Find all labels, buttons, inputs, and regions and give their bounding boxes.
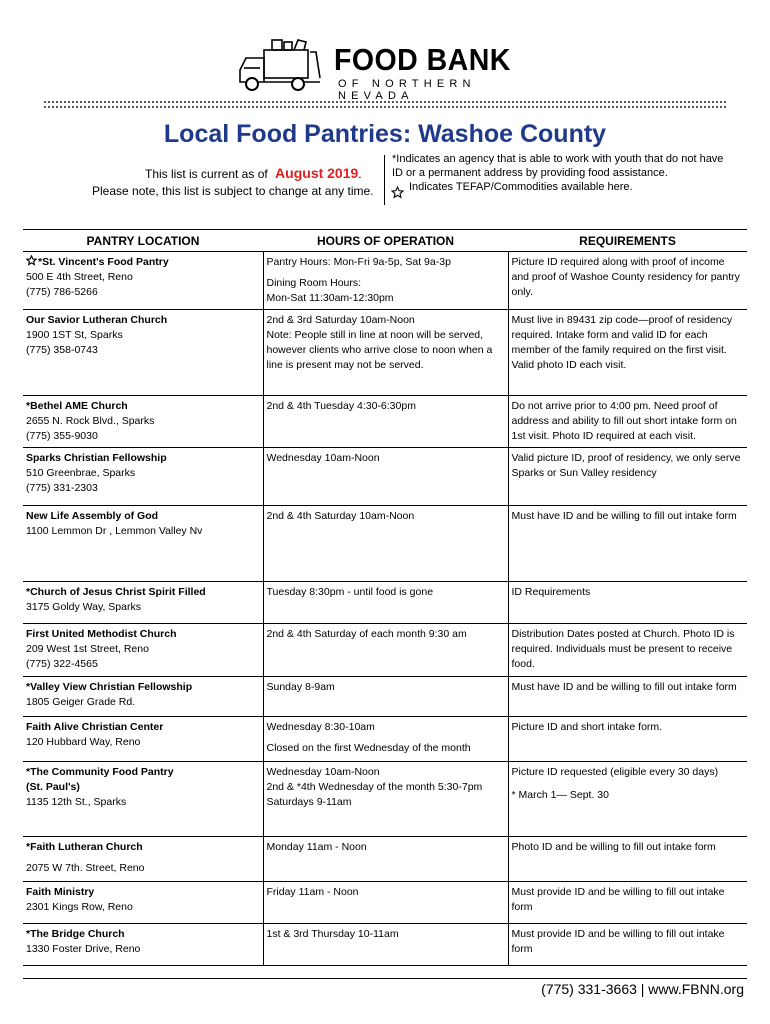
pantry-phone: (775) 322-4565 [26,658,98,670]
requirements: Must live in 89431 zip code—proof of residency required. Intake form and valid ID for each member of the family required on the first visit. Valid photo ID each visit. [508,310,747,396]
table-row [23,396,747,448]
hours-of-operation: Wednesday 8:30-10am Closed on the first Wednesday of the month [263,717,508,762]
pantry-name: New Life Assembly of God [26,510,159,522]
pantry-address: 3175 Goldy Way, Sparks [26,601,141,613]
pantry-address: 120 Hubbard Way, Reno [26,736,141,748]
hours-of-operation: 1st & 3rd Thursday 10-11am [263,924,508,966]
column-header: HOURS OF OPERATION [263,230,508,252]
table-row [23,582,747,624]
divider [44,101,726,103]
truck-icon [236,38,332,94]
food-bank-logo [236,38,556,102]
pantry-location [23,677,263,717]
table-row [23,882,747,924]
requirements: Do not arrive prior to 4:00 pm. Need proof of address and ability to fill out short intake form on 1st visit. Photo ID required at each visit. [508,396,747,448]
pantry-location [23,310,263,396]
hours-of-operation: 2nd & 3rd Saturday 10am-Noon Note: People still in line at noon will be served, however clients who arrive close to noon when a line is present may not be served. [263,310,508,396]
pantry-name: *Church of Jesus Christ Spirit Filled [26,586,206,598]
pantry-name: *Valley View Christian Fellowship [26,681,193,693]
pantry-address: 1330 Foster Drive, Reno [26,943,141,955]
table-row [23,448,747,506]
change-note: Please note, this list is subject to change at any time. [92,184,374,198]
hours-of-operation: Friday 11am - Noon [263,882,508,924]
pantry-name: *The Bridge Church [26,928,125,940]
pantry-name: First United Methodist Church [26,628,177,640]
requirements: ID Requirements [508,582,747,624]
footer-contact: (775) 331-3663 | www.FBNN.org [541,981,744,997]
pantry-name: Faith Ministry [26,886,95,898]
hours-of-operation: Wednesday 10am-Noon [263,448,508,506]
pantry-phone: (775) 331-2303 [26,482,98,494]
pantry-location [23,582,263,624]
divider [384,155,385,205]
pantry-phone: (775) 355-9030 [26,430,98,442]
star-icon [26,255,37,266]
table-row [23,924,747,966]
requirements: Must provide ID and be willing to fill out intake form [508,924,747,966]
pantry-name: Sparks Christian Fellowship [26,452,167,464]
pantry-name: Faith Alive Christian Center [26,721,164,733]
pantry-address: 2075 W 7th. Street, Reno [26,862,145,874]
pantry-location [23,252,263,310]
requirements: Valid picture ID, proof of residency, we only serve Sparks or Sun Valley residency [508,448,747,506]
column-header: REQUIREMENTS [508,230,747,252]
pantry-name: Our Savior Lutheran Church [26,314,168,326]
logo-title: FOOD BANK [334,42,511,77]
table-row [23,310,747,396]
pantry-address: 1900 1ST St, Sparks [26,329,123,341]
pantry-location [23,882,263,924]
pantry-location [23,717,263,762]
current-as-of: This list is current as of August 2019. [145,165,362,181]
pantry-table [23,229,747,966]
pantry-location [23,624,263,677]
pantry-address: 2301 Kings Row, Reno [26,901,133,913]
hours-of-operation: 2nd & 4th Saturday 10am-Noon [263,506,508,582]
pantry-address: 1135 12th St., Sparks [26,796,127,808]
star-icon [391,186,404,199]
pantry-name: *The Community Food Pantry (St. Paul's) [26,766,174,793]
pantry-location [23,924,263,966]
hours-of-operation: Sunday 8-9am [263,677,508,717]
current-month: August 2019 [275,165,359,181]
pantry-address: 1805 Geiger Grade Rd. [26,696,136,708]
pantry-address: 500 E 4th Street, Reno [26,271,133,283]
requirements: Photo ID and be willing to fill out intake form [508,837,747,882]
page-title: Local Food Pantries: Washoe County [163,120,607,148]
pantry-address: 510 Greenbrae, Sparks [26,467,136,479]
hours-of-operation: Wednesday 10am-Noon 2nd & *4th Wednesday of the month 5:30-7pm Saturdays 9-11am [263,762,508,837]
hours-of-operation: Pantry Hours: Mon-Fri 9a-5p, Sat 9a-3p Dining Room Hours: Mon-Sat 11:30am-12:30pm [263,252,508,310]
pantry-address: 209 West 1st Street, Reno [26,643,149,655]
table-row [23,677,747,717]
pantry-location [23,762,263,837]
pantry-name: *St. Vincent's Food Pantry [38,256,169,268]
requirements: Must have ID and be willing to fill out intake form [508,506,747,582]
table-row [23,506,747,582]
requirements: Distribution Dates posted at Church. Photo ID is required. Individuals must be present to receive food. [508,624,747,677]
hours-of-operation: 2nd & 4th Tuesday 4:30-6:30pm [263,396,508,448]
table-row [23,624,747,677]
requirements: Picture ID and short intake form. [508,717,747,762]
tefap-note: Indicates TEFAP/Commodities available here. [409,181,633,193]
pantry-name: *Bethel AME Church [26,400,128,412]
pantry-phone: (775) 786-5266 [26,286,98,298]
table-row [23,252,747,310]
column-header: PANTRY LOCATION [23,230,263,252]
pantry-phone: (775) 358-0743 [26,344,98,356]
pantry-location [23,837,263,882]
hours-of-operation: Monday 11am - Noon [263,837,508,882]
pantry-address: 2655 N. Rock Blvd., Sparks [26,415,155,427]
pantry-name: *Faith Lutheran Church [26,841,143,853]
pantry-location [23,396,263,448]
requirements: Must provide ID and be willing to fill out intake form [508,882,747,924]
divider [44,106,726,108]
logo-subtitle: OF NORTHERN NEVADA [338,78,476,102]
pantry-location [23,506,263,582]
youth-note: *Indicates an agency that is able to work with youth that do not have ID or a permanent address by providing food assistance. [392,153,724,179]
hours-of-operation: 2nd & 4th Saturday of each month 9:30 am [263,624,508,677]
requirements: Picture ID required along with proof of income and proof of Washoe County residency for pantry only. [508,252,747,310]
table-row [23,762,747,837]
pantry-location [23,448,263,506]
requirements: Must have ID and be willing to fill out intake form [508,677,747,717]
table-row [23,717,747,762]
table-header-row [23,230,747,252]
pantry-address: 1100 Lemmon Dr , Lemmon Valley Nv [26,525,203,537]
divider [23,978,747,979]
hours-of-operation: Tuesday 8:30pm - until food is gone [263,582,508,624]
table-row [23,837,747,882]
requirements: Picture ID requested (eligible every 30 days) * March 1— Sept. 30 [508,762,747,837]
